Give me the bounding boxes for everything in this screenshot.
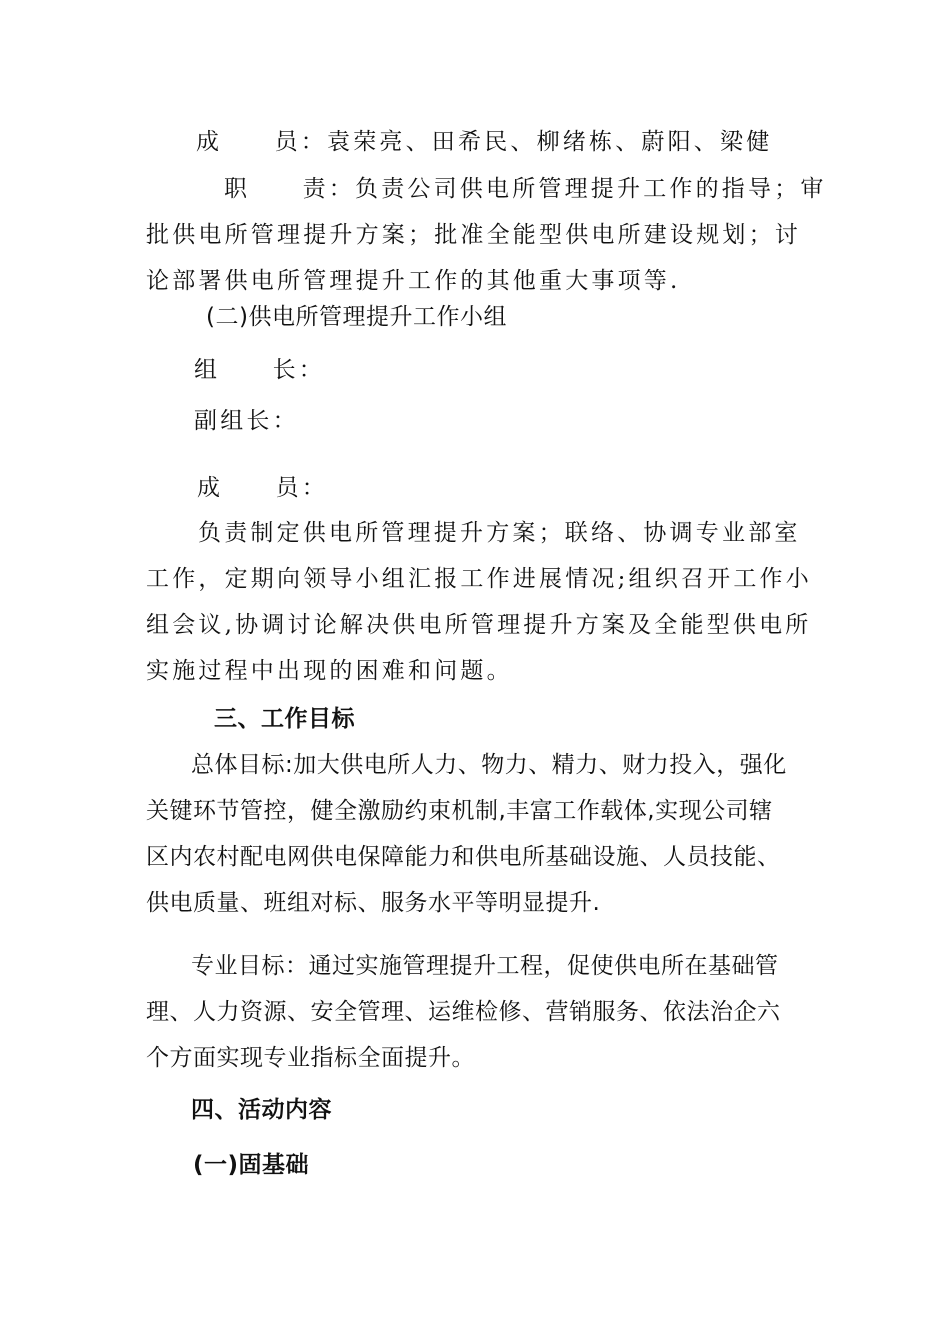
overall-goal-line-1: 总体目标:加大供电所人力、物力、精力、财力投入，强化	[191, 752, 787, 778]
group-duties-line-2: 工作，定期向领导小组汇报工作进展情况;组织召开工作小	[146, 566, 812, 592]
group-duties-line-4: 实施过程中出现的困难和问题。	[146, 658, 513, 684]
overall-goal-line-4: 供电质量、班组对标、服务水平等明显提升.	[146, 890, 601, 916]
activities-heading: 四、活动内容	[191, 1097, 332, 1123]
group-duties-line-3: 组会议,协调讨论解决供电所管理提升方案及全能型供电所	[146, 612, 812, 638]
duties-line-2: 批供电所管理提升方案；批准全能型供电所建设规划；讨	[146, 222, 801, 248]
group-duties-line-1: 负责制定供电所管理提升方案；联络、协调专业部室	[198, 520, 801, 546]
goals-heading: 三、工作目标	[214, 706, 355, 732]
section-two-heading: (二)供电所管理提升工作小组	[206, 304, 507, 330]
professional-goal-line-2: 理、人力资源、安全管理、运维检修、营销服务、依法治企六	[146, 999, 781, 1025]
activities-subheading: (一)固基础	[193, 1152, 310, 1178]
duties-line-3: 论部署供电所管理提升工作的其他重大事项等.	[146, 268, 681, 294]
overall-goal-line-3: 区内农村配电网供电保障能力和供电所基础设施、人员技能、	[146, 844, 781, 870]
professional-goal-line-3: 个方面实现专业指标全面提升。	[146, 1045, 475, 1071]
professional-goal-line-1: 专业目标：通过实施管理提升工程，促使供电所在基础管	[191, 953, 779, 979]
leader-label: 组 长：	[194, 357, 325, 383]
deputy-label: 副组长：	[194, 408, 299, 434]
members-label: 成 员：	[197, 475, 328, 501]
members-line: 成 员：袁荣亮、田希民、柳绪栋、蔚阳、梁健	[196, 129, 773, 155]
duties-line-1: 职 责：负责公司供电所管理提升工作的指导；审	[224, 176, 827, 202]
overall-goal-line-2: 关键环节管控，健全激励约束机制,丰富工作载体,实现公司辖	[146, 798, 773, 824]
